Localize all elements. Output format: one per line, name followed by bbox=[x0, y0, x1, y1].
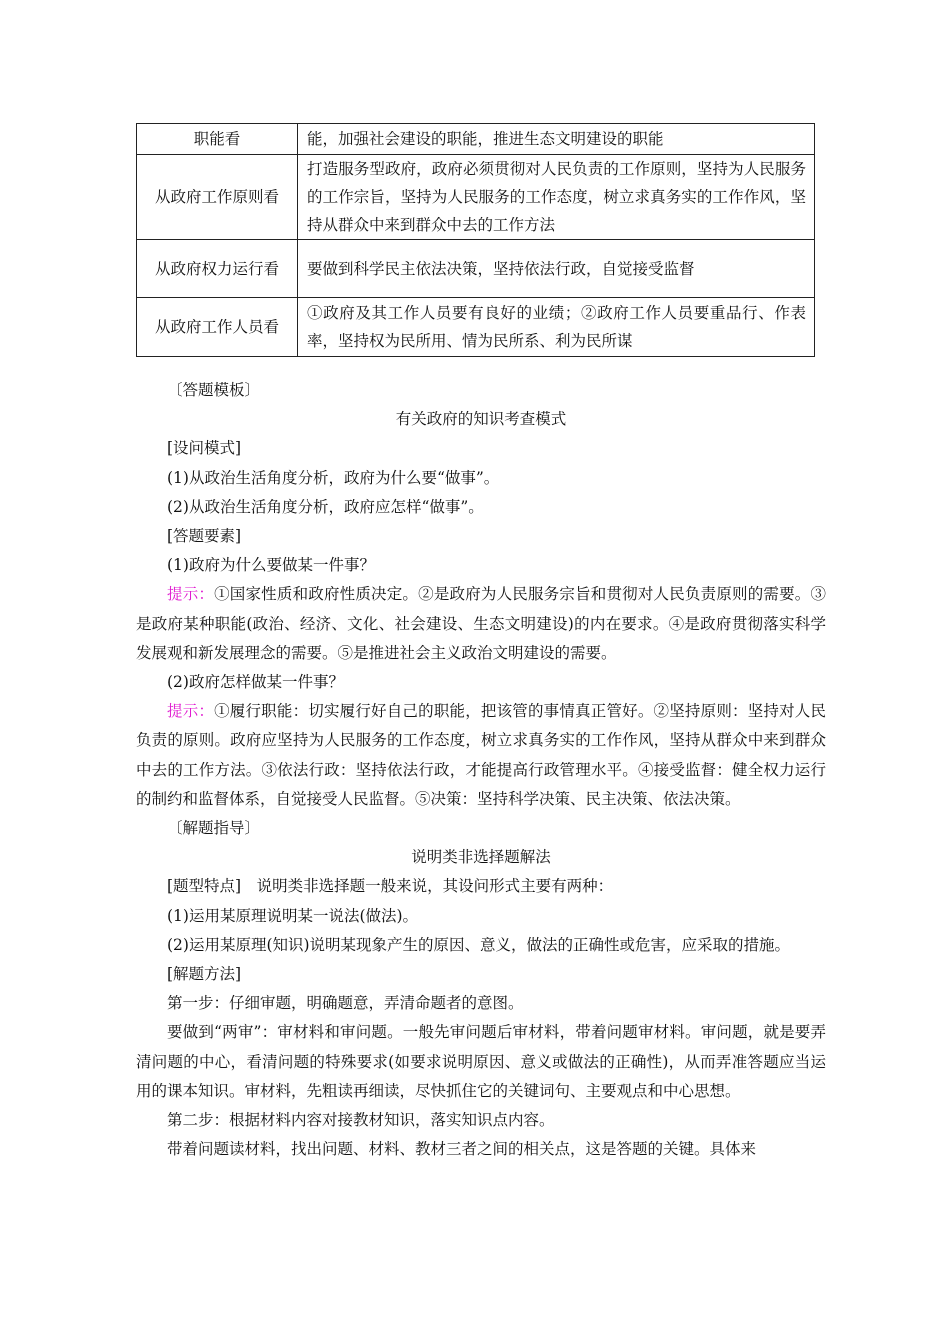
knowledge-table bbox=[136, 123, 815, 357]
row-content: ①政府及其工作人员要有良好的业绩；②政府工作人员要重品行、作表率，坚持权为民所用、情为民所系、利为民所谋 bbox=[298, 298, 815, 357]
element-2-answer-text: ①履行职能：切实履行好自己的职能，把该管的事情真正管好。②坚持原则：坚持对人民负责的原则。政府应坚持为人民服务的工作态度，树立求真务实的工作作风，坚持从群众中来到群众中去的工作方法。③依法行政：坚持依法行政，才能提高行政管理水平。④接受监督：健全权力运行的制约和监督体系，自觉接受人民监督。⑤决策：坚持科学决策、民主决策、依法决策。 bbox=[136, 702, 826, 808]
template-title: 有关政府的知识考查模式 bbox=[395, 410, 567, 429]
tip-label: 提示： bbox=[167, 702, 215, 721]
method-label: [解题方法] bbox=[167, 965, 242, 984]
feature-2: (2)运用某原理(知识)说明某现象产生的原因、意义，做法的正确性或危害，应采取的措施。 bbox=[167, 935, 791, 954]
feature-text: 说明类非选择题一般来说，其设问形式主要有两种： bbox=[256, 877, 614, 896]
feature-label: [题型特点] bbox=[167, 877, 242, 896]
table-row bbox=[137, 240, 815, 298]
template-heading: 〔答题模板〕 bbox=[167, 381, 261, 399]
question-mode-label: [设问模式] bbox=[167, 439, 242, 458]
body-text bbox=[136, 376, 826, 1164]
step-2-detail: 带着问题读材料，找出问题、材料、教材三者之间的相关点，这是答题的关键。具体来 bbox=[167, 1140, 757, 1159]
row-label: 从政府工作人员看 bbox=[137, 298, 298, 357]
element-1-question: (1)政府为什么要做某一件事？ bbox=[167, 556, 375, 575]
feature-1: (1)运用某原理说明某一说法(做法)。 bbox=[167, 906, 419, 925]
element-2-answer bbox=[136, 697, 826, 814]
guide-title: 说明类非选择题解法 bbox=[411, 848, 551, 867]
answer-elements-label: [答题要素] bbox=[167, 527, 242, 546]
question-mode-1: (1)从政治生活角度分析，政府为什么要“做事”。 bbox=[167, 468, 500, 487]
step-2: 第二步：根据材料内容对接教材知识，落实知识点内容。 bbox=[167, 1111, 555, 1130]
table-row bbox=[137, 298, 815, 357]
row-content: 能，加强社会建设的职能，推进生态文明建设的职能 bbox=[298, 124, 815, 155]
row-content: 要做到科学民主依法决策，坚持依法行政，自觉接受监督 bbox=[298, 240, 815, 298]
step-1: 第一步：仔细审题，明确题意，弄清命题者的意图。 bbox=[167, 994, 524, 1013]
row-label: 职能看 bbox=[137, 124, 298, 155]
tip-label: 提示： bbox=[167, 585, 215, 604]
row-label: 从政府权力运行看 bbox=[137, 240, 298, 298]
feature-paragraph bbox=[136, 872, 826, 901]
row-label: 从政府工作原则看 bbox=[137, 155, 298, 240]
question-mode-2: (2)从政治生活角度分析，政府应怎样“做事”。 bbox=[167, 497, 484, 516]
step-1-detail: 要做到“两审”：审材料和审问题。一般先审问题后审材料，带着问题审材料。审问题，就是要弄清问题的中心，看清问题的特殊要求(如要求说明原因、意义或做法的正确性)，从而弄准答题应当运用的课本知识。审材料，先粗读再细读，尽快抓住它的关键词句、主要观点和中心思想。 bbox=[136, 1023, 826, 1100]
table-row bbox=[137, 155, 815, 240]
element-2-question: (2)政府怎样做某一件事？ bbox=[167, 673, 344, 692]
table-row bbox=[137, 124, 815, 155]
element-1-answer bbox=[136, 580, 826, 668]
row-content: 打造服务型政府，政府必须贯彻对人民负责的工作原则，坚持为人民服务的工作宗旨，坚持为人民服务的工作态度，树立求真务实的工作作风，坚持从群众中来到群众中去的工作方法 bbox=[298, 155, 815, 240]
element-1-answer-text: ①国家性质和政府性质决定。②是政府为人民服务宗旨和贯彻对人民负责原则的需要。③是政府某种职能(政治、经济、文化、社会建设、生态文明建设)的内在要求。④是政府贯彻落实科学发展观和新发展理念的需要。⑤是推进社会主义政治文明建设的需要。 bbox=[136, 585, 826, 662]
guide-heading: 〔解题指导〕 bbox=[167, 819, 261, 838]
